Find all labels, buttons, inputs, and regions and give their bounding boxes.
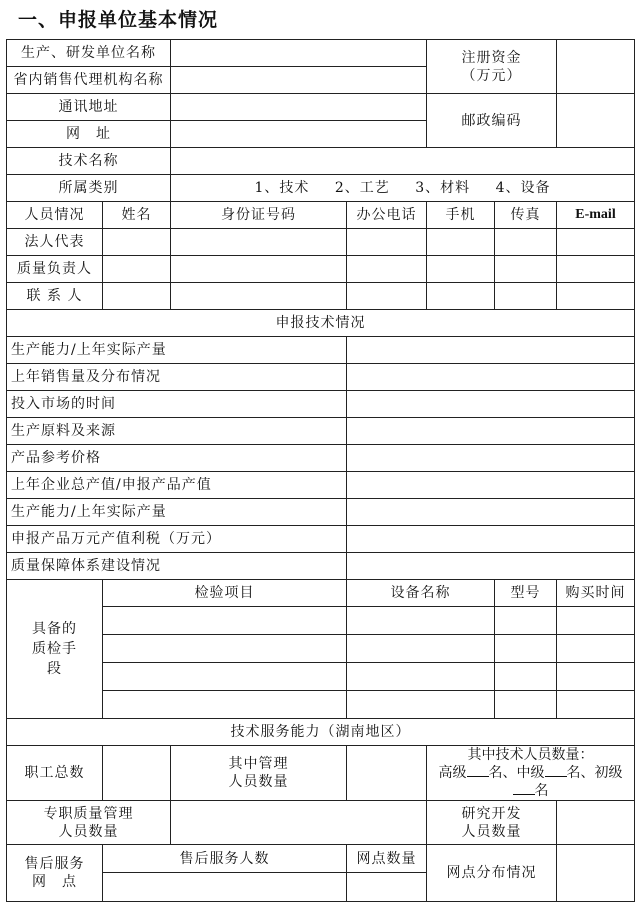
tech-row-label: 生产原料及来源 [7, 418, 347, 445]
cell-input[interactable] [103, 283, 171, 310]
cell-input[interactable] [557, 635, 635, 663]
category-label: 所属类别 [7, 175, 171, 202]
tech-row-label: 申报产品万元产值利税（万元） [7, 526, 347, 553]
website-label: 网 址 [7, 121, 171, 148]
cell-input[interactable] [103, 607, 347, 635]
tech-name-field[interactable] [171, 148, 635, 175]
tech-row-field[interactable] [347, 364, 635, 391]
aftersales-label-line1: 售后服务 [24, 856, 85, 872]
aftersales-label [7, 845, 103, 902]
outlet-count-label: 网点数量 [347, 845, 427, 873]
cell-input[interactable] [557, 607, 635, 635]
cell-input[interactable] [557, 256, 635, 283]
outlet-count-field[interactable] [347, 873, 427, 902]
cell-input[interactable] [495, 607, 557, 635]
agent-name-field[interactable] [171, 67, 427, 94]
cell-input[interactable] [347, 607, 495, 635]
personnel-header-mobile: 手机 [427, 202, 495, 229]
address-label: 通讯地址 [7, 94, 171, 121]
cell-input[interactable] [495, 256, 557, 283]
cell-input[interactable] [347, 691, 495, 719]
inspection-header-purchase-date: 购买时间 [557, 580, 635, 607]
cell-input[interactable] [103, 635, 347, 663]
tech-row-label: 产品参考价格 [7, 445, 347, 472]
personnel-header-fax: 传真 [495, 202, 557, 229]
cell-input[interactable] [103, 663, 347, 691]
rnd-count-field[interactable] [557, 801, 635, 845]
cell-input[interactable] [557, 229, 635, 256]
personnel-row-legal-rep: 法人代表 [7, 229, 103, 256]
cell-input[interactable] [557, 663, 635, 691]
cell-input[interactable] [171, 229, 347, 256]
table-row [7, 256, 635, 283]
category-option-equipment[interactable]: 4、设备 [495, 180, 551, 196]
quality-mgmt-field[interactable] [171, 801, 427, 845]
personnel-header-name: 姓名 [103, 202, 171, 229]
cell-input[interactable] [171, 283, 347, 310]
table-row [7, 283, 635, 310]
aftersales-label-line2: 网 点 [32, 874, 77, 890]
cell-input[interactable] [495, 283, 557, 310]
quality-mgmt-label [7, 801, 171, 845]
grade-senior-label: 高级 [438, 765, 467, 781]
category-option-material[interactable]: 3、材料 [415, 180, 471, 196]
cell-input[interactable] [495, 663, 557, 691]
quality-mgmt-label-line1: 专职质量管理 [43, 805, 134, 822]
website-field[interactable] [171, 121, 427, 148]
personnel-row-quality-head: 质量负责人 [7, 256, 103, 283]
section-title: 一、申报单位基本情况 [18, 9, 219, 31]
tech-row-label: 投入市场的时间 [7, 391, 347, 418]
grade-senior-blank[interactable] [467, 764, 489, 777]
rnd-count-label-line2: 人员数量 [461, 823, 522, 840]
category-options [171, 175, 635, 202]
aftersales-staff-label: 售后服务人数 [103, 845, 347, 873]
mgmt-count-field[interactable] [347, 746, 427, 801]
cell-input[interactable] [557, 283, 635, 310]
personnel-row-contact: 联 系 人 [7, 283, 103, 310]
cell-input[interactable] [427, 283, 495, 310]
outlet-distribution-field[interactable] [557, 845, 635, 902]
cell-input[interactable] [347, 283, 427, 310]
service-section-heading: 技术服务能力（湖南地区） [7, 719, 635, 746]
tech-row-label: 生产能力/上年实际产量 [7, 337, 347, 364]
cell-input[interactable] [347, 229, 427, 256]
grade-mid-blank[interactable] [545, 764, 567, 777]
personnel-header-id: 身份证号码 [171, 202, 347, 229]
inspection-header-equipment: 设备名称 [347, 580, 495, 607]
cell-input[interactable] [495, 229, 557, 256]
category-option-process[interactable]: 2、工艺 [334, 180, 390, 196]
personnel-header-email: E-mail [557, 202, 635, 229]
tech-row-label: 生产能力/上年实际产量 [7, 499, 347, 526]
grade-junior-label: 名、初级 [566, 765, 623, 781]
cell-input[interactable] [347, 663, 495, 691]
cell-input[interactable] [103, 229, 171, 256]
cell-input[interactable] [495, 635, 557, 663]
tech-row-label: 质量保障体系建设情况 [7, 553, 347, 580]
tech-section-heading: 申报技术情况 [7, 310, 635, 337]
tech-row-label: 上年销售量及分布情况 [7, 364, 347, 391]
rnd-count-label [427, 801, 557, 845]
cell-input[interactable] [103, 691, 347, 719]
mgmt-count-label [171, 746, 347, 801]
registered-capital-label [427, 40, 557, 94]
quality-mgmt-label-line2: 人员数量 [58, 823, 119, 840]
tech-row-field[interactable] [347, 418, 635, 445]
agent-name-label: 省内销售代理机构名称 [7, 67, 171, 94]
cell-input[interactable] [347, 256, 427, 283]
tech-row-field[interactable] [347, 553, 635, 580]
inspection-side-label: 具备的质检手段 [7, 580, 103, 719]
grade-mid-label: 名、中级 [488, 765, 545, 781]
tech-row-field[interactable] [347, 337, 635, 364]
table-row [7, 229, 635, 256]
outlet-distribution-label: 网点分布情况 [427, 845, 557, 902]
aftersales-staff-field[interactable] [103, 873, 347, 902]
inspection-header-model: 型号 [495, 580, 557, 607]
address-field[interactable] [171, 94, 427, 121]
tech-row-field[interactable] [347, 526, 635, 553]
tech-staff-count [427, 746, 635, 801]
inspection-header-item: 检验项目 [103, 580, 347, 607]
tech-row-field[interactable] [347, 472, 635, 499]
grade-end-label: 名 [534, 783, 549, 799]
cell-input[interactable] [347, 635, 495, 663]
tech-staff-grades [431, 764, 630, 800]
postcode-field[interactable] [557, 94, 635, 148]
tech-name-label: 技术名称 [7, 148, 171, 175]
staff-total-label: 职工总数 [7, 746, 103, 801]
producer-name-field[interactable] [171, 40, 427, 67]
tech-row-label: 上年企业总产值/申报产品产值 [7, 472, 347, 499]
cell-input[interactable] [103, 256, 171, 283]
grade-junior-blank[interactable] [513, 782, 535, 795]
rnd-count-label-line1: 研究开发 [461, 805, 522, 822]
registered-capital-field[interactable] [557, 40, 635, 94]
personnel-header-office-phone: 办公电话 [347, 202, 427, 229]
mgmt-count-label-line2: 人员数量 [228, 774, 289, 790]
cell-input[interactable] [557, 691, 635, 719]
mgmt-count-label-line1: 其中管理 [228, 756, 289, 772]
postcode-label: 邮政编码 [427, 94, 557, 148]
cell-input[interactable] [427, 229, 495, 256]
registered-capital-label-line2: （万元） [461, 67, 522, 84]
cell-input[interactable] [427, 256, 495, 283]
application-form-table [6, 39, 635, 902]
registered-capital-label-line1: 注册资金 [461, 49, 522, 66]
tech-row-field[interactable] [347, 445, 635, 472]
tech-row-field[interactable] [347, 499, 635, 526]
tech-staff-count-label: 其中技术人员数量： [467, 747, 594, 763]
personnel-header-role: 人员情况 [7, 202, 103, 229]
category-option-tech[interactable]: 1、技术 [254, 180, 310, 196]
tech-row-field[interactable] [347, 391, 635, 418]
producer-name-label: 生产、研发单位名称 [7, 40, 171, 67]
cell-input[interactable] [495, 691, 557, 719]
cell-input[interactable] [171, 256, 347, 283]
staff-total-field[interactable] [103, 746, 171, 801]
